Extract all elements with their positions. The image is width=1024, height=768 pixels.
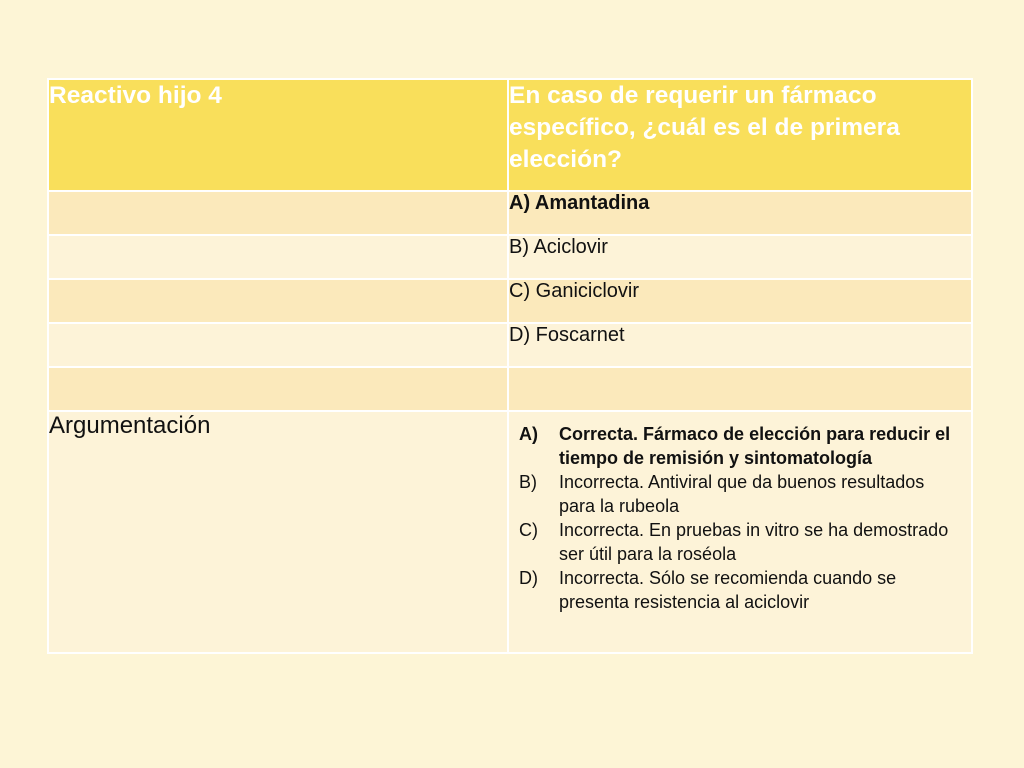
question-table — [47, 78, 973, 654]
option-a: A) Amantadina — [508, 191, 972, 235]
empty-cell — [48, 323, 508, 367]
argument-text: Incorrecta. Sólo se recomienda cuando se presenta resistencia al aciclovir — [559, 568, 897, 612]
reactivo-title: Reactivo hijo 4 — [48, 79, 508, 191]
argument-item — [519, 470, 961, 518]
empty-cell — [48, 279, 508, 323]
empty-cell — [48, 235, 508, 279]
argument-text: Incorrecta. Antiviral que da buenos resultados para la rubeola — [559, 472, 925, 516]
argument-item — [519, 422, 961, 470]
argument-marker: A) — [519, 424, 538, 444]
argument-marker: B) — [519, 472, 537, 492]
option-row-d — [48, 323, 972, 367]
argument-marker: D) — [519, 568, 538, 588]
argument-item — [519, 518, 961, 566]
option-c: C) Ganiciclovir — [508, 279, 972, 323]
argument-marker: C) — [519, 520, 538, 540]
empty-cell — [48, 191, 508, 235]
option-row-a — [48, 191, 972, 235]
empty-cell — [48, 367, 508, 411]
argumentation-row — [48, 411, 972, 653]
argument-text: Correcta. Fármaco de elección para reducir el tiempo de remisión y sintomatología — [559, 424, 951, 468]
option-d: D) Foscarnet — [508, 323, 972, 367]
question-text: En caso de requerir un fármaco específico, ¿cuál es el de primera elección? — [508, 79, 972, 191]
argumentation-label: Argumentación — [48, 411, 508, 653]
argument-text: Incorrecta. En pruebas in vitro se ha demostrado ser útil para la roséola — [559, 520, 949, 564]
header-row — [48, 79, 972, 191]
option-row-c — [48, 279, 972, 323]
blank-row — [48, 367, 972, 411]
option-row-b — [48, 235, 972, 279]
argumentation-list — [509, 412, 971, 614]
argument-item — [519, 566, 961, 614]
argumentation-cell — [508, 411, 972, 653]
option-b: B) Aciclovir — [508, 235, 972, 279]
blank-cell — [508, 367, 972, 411]
